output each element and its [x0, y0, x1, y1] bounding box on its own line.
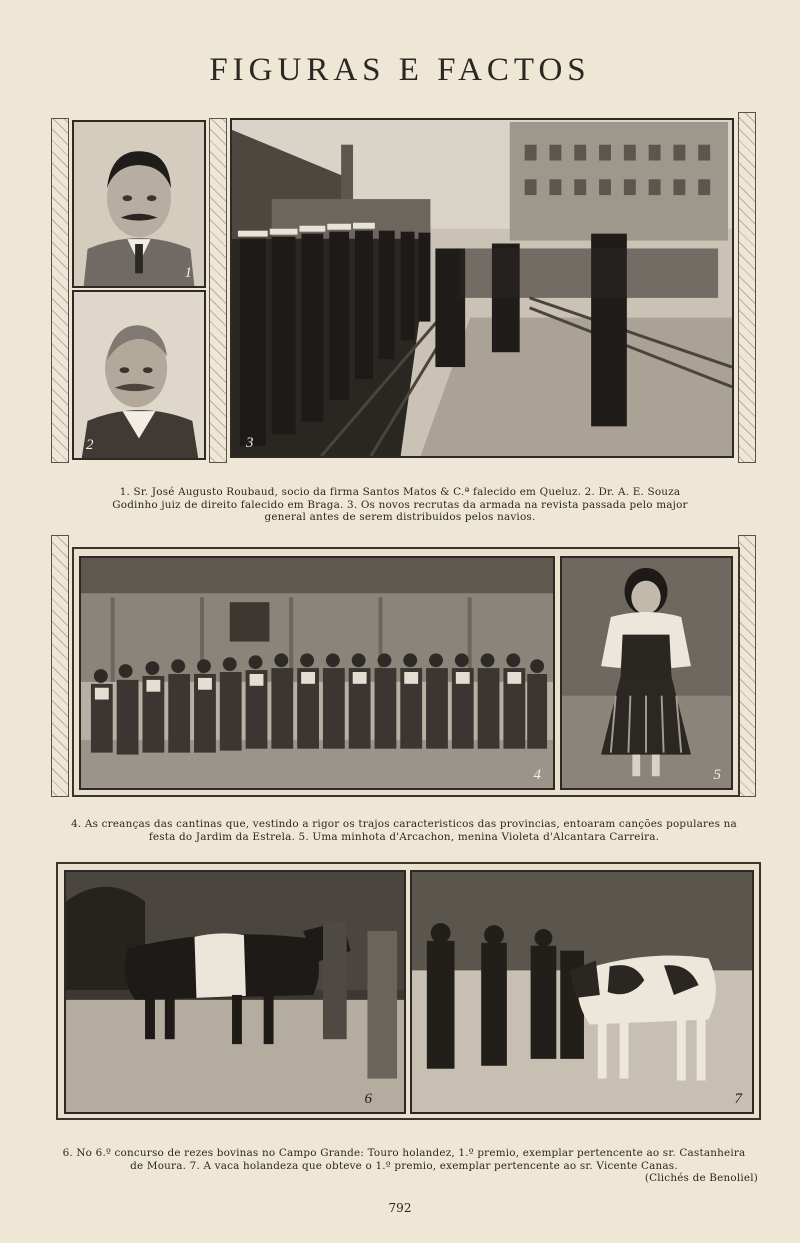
photo-number-6: 6	[364, 1091, 372, 1107]
photo-portrait-godinho	[72, 290, 206, 460]
photo-dutch-bull	[64, 870, 406, 1114]
caption-4-5	[44, 818, 764, 843]
caption-line: general antes de serem distribuidos pelos navios.	[264, 511, 536, 523]
caption-line: de Moura. 7. A vaca holandeza que obteve o 1.º premio, exemplar pertencente ao sr. Vicente Canas.	[130, 1159, 678, 1172]
caption-line: festa do Jardim da Estrela. 5. Uma minhota d'Arcachon, menina Violeta d'Alcantara Carreira.	[148, 830, 660, 843]
photo-number-7: 7	[734, 1091, 742, 1107]
ornamental-border-right	[738, 112, 756, 463]
ornamental-border-left	[51, 535, 69, 797]
page-number: 792	[388, 1201, 412, 1215]
page-title: FIGURAS E FACTOS	[209, 52, 591, 88]
caption-1-3	[60, 486, 740, 524]
photo-number-4: 4	[533, 767, 541, 783]
caption-line: Godinho juiz de direito falecido em Braga. 3. Os novos recrutas da armada na revista passada pelo major	[112, 498, 688, 511]
photo-number-3: 3	[246, 435, 254, 451]
photo-number-5: 5	[713, 767, 721, 783]
caption-6-7	[44, 1147, 764, 1185]
photo-number-1: 1	[184, 265, 192, 281]
photo-girl-minhota	[560, 556, 733, 790]
ornamental-border-right	[738, 535, 756, 797]
photo-dutch-cow	[410, 870, 754, 1114]
photo-number-2: 2	[86, 437, 94, 453]
ornamental-border-middle	[209, 118, 227, 463]
photo-credit: (Clichés de Benoliel)	[644, 1172, 758, 1184]
caption-line: 6. No 6.º concurso de rezes bovinas no Campo Grande: Touro holandez, 1.º premio, exemplar pertencente ao sr. Castanheira	[62, 1147, 746, 1159]
ornamental-border-left	[51, 118, 69, 463]
photo-navy-recruits	[230, 118, 734, 458]
caption-line: 4. As creanças das cantinas que, vestindo a rigor os trajos caracteristicos das provincias, entoaram canções populares na	[71, 818, 737, 830]
photo-school-children	[79, 556, 555, 790]
caption-line: 1. Sr. José Augusto Roubaud, socio da firma Santos Matos & C.ª falecido em Queluz. 2. Dr. A. E. Souza	[119, 486, 681, 498]
photo-portrait-roubaud	[72, 120, 206, 288]
